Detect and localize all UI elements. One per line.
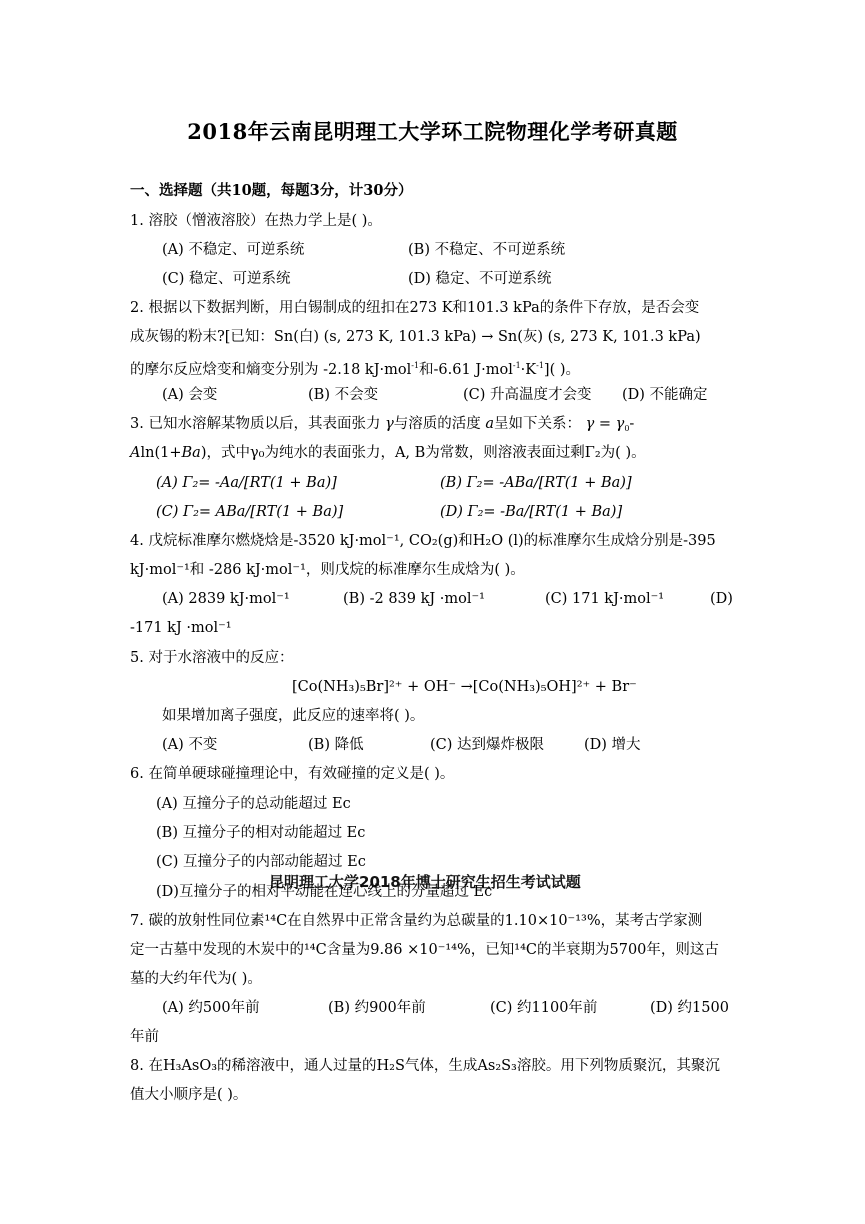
question-2-option-a: (A) 会变 (162, 387, 218, 403)
question-2-enthalpy-text: 的摩尔反应焓变和熵变分别为 -2.18 kJ·mol (130, 362, 412, 378)
question-2-option-d: (D) 不能确定 (622, 387, 708, 403)
question-2-blank: ]( )。 (543, 362, 581, 378)
question-2-option-c: (C) 升高温度才会变 (463, 387, 592, 403)
question-7-line-1: 7. 碳的放射性同位素¹⁴C在自然界中正常含量约为总碳量的1.10×10⁻¹³%，某考古学家测 (130, 913, 703, 929)
question-1-stem: 1. 溶胶（憎液溶胶）在热力学上是( )。 (130, 213, 382, 229)
question-2-line-3: 的摩尔反应焓变和熵变分别为 -2.18 kJ·mol$^{-1}$和-6.61 $J\cdot mol^{-1}\cdot K^{-1}$]( )。 (130, 361, 581, 378)
question-7-option-c: (C) 约1100年前 (490, 1000, 598, 1016)
question-8-line-2: 值大小顺序是( )。 (130, 1087, 248, 1103)
question-4-option-d: (D) (710, 591, 733, 607)
question-6-option-a: (A) 互撞分子的总动能超过 Ec (156, 796, 351, 812)
question-7-option-a: (A) 约500年前 (162, 1000, 260, 1016)
question-2-option-b: (B) 不会变 (308, 387, 379, 403)
question-2-line-1: 2. 根据以下数据判断，用白锡制成的纽扣在273 K和101.3 kPa的条件下存放，是否会变 (130, 300, 700, 316)
question-2-kelvin-text: ·K (520, 362, 537, 378)
question-1-option-b: (B) 不稳定、不可逆系统 (408, 242, 566, 258)
question-5-option-b: (B) 降低 (308, 737, 364, 753)
question-1-option-a: (A) 不稳定、可逆系统 (162, 242, 305, 258)
question-5-option-c: (C) 达到爆炸极限 (430, 737, 545, 753)
question-2-entropy-text: 和-6.61 J·mol (419, 362, 513, 378)
question-7-line-3: 墓的大约年代为( )。 (130, 971, 262, 987)
section-header: 一、选择题（共10题，每题3分，计30分） (130, 182, 413, 199)
question-5-question: 如果增加离子强度，此反应的速率将( )。 (162, 708, 425, 724)
question-2-line-2: 成灰锡的粉末?[已知：Sn(白) (s, 273 K, 101.3 kPa) → Sn(灰) (s, 273 K, 101.3 kPa) (130, 329, 701, 345)
question-4-line-2: kJ·mol⁻¹和 -286 kJ·mol⁻¹，则戊烷的标准摩尔生成焓为( )。 (130, 562, 525, 578)
question-3-option-a: (A) Γ₂= -Aa/[RT(1 + Ba)] (156, 475, 337, 491)
question-1-option-c: (C) 稳定、可逆系统 (162, 271, 291, 287)
watermark-heading: 昆明理工大学2018年博士研究生招生考试试题 (269, 873, 581, 891)
question-4-option-c: (C) 171 kJ·mol⁻¹ (545, 591, 665, 607)
question-7-option-d-cont: 年前 (130, 1029, 159, 1045)
question-3-text-b: 与溶质的活度 (393, 416, 481, 432)
question-3-option-b: (B) Γ₂= -ABa/[RT(1 + Ba)] (440, 475, 632, 491)
question-4-option-a: (A) 2839 kJ·mol⁻¹ (162, 591, 290, 607)
question-4-line-1: 4. 戊烷标准摩尔燃烧焓是-3520 kJ·mol⁻¹, CO₂(g)和H₂O (l)的标准摩尔生成焓分别是-395 (130, 533, 716, 549)
question-5-stem: 5. 对于水溶液中的反应： (130, 650, 294, 666)
question-3-option-c: (C) Γ₂= ABa/[RT(1 + Ba)] (156, 504, 344, 520)
page-title: 2018年云南昆明理工大学环工院物理化学考研真题 (187, 119, 678, 144)
question-3-text-a: 3. 已知水溶解某物质以后，其表面张力 (130, 416, 381, 432)
question-3-line-2: Aln(1+Ba)，式中γ₀为纯水的表面张力，A, B为常数，则溶液表面过剩Γ₂为( )。 (130, 445, 646, 461)
question-7-option-d: (D) 约1500 (650, 1000, 729, 1016)
question-7-line-2: 定一古墓中发现的木炭中的¹⁴C含量为9.86 ×10⁻¹⁴%，已知¹⁴C的半衰期为5700年，则这古 (130, 942, 719, 958)
question-6-option-b: (B) 互撞分子的相对动能超过 Ec (156, 825, 366, 841)
question-1-option-d: (D) 稳定、不可逆系统 (408, 271, 552, 287)
question-6-option-d: (D)互撞分子的相对平动能在连心线上的分量超过 Ec (156, 884, 493, 900)
question-3-text-c: 呈如下关系： (494, 416, 581, 432)
question-5-reaction: [Co(NH₃)₅Br]²⁺ + OH⁻ →[Co(NH₃)₅OH]²⁺ + Br⁻ (292, 679, 637, 695)
question-3-option-d: (D) Γ₂= -Ba/[RT(1 + Ba)] (440, 504, 623, 520)
question-4-option-b: (B) -2 839 kJ ·mol⁻¹ (343, 591, 485, 607)
question-8-line-1: 8. 在H₃AsO₃的稀溶液中，通人过量的H₂S气体，生成As₂S₃溶胶。用下列物质聚沉，其聚沉 (130, 1058, 720, 1074)
question-3-text-d: ，式中γ₀为纯水的表面张力，A, B为常数，则溶液表面过剩Γ₂为( )。 (206, 445, 646, 461)
question-6-stem: 6. 在简单硬球碰撞理论中，有效碰撞的定义是( )。 (130, 766, 455, 782)
question-5-option-d: (D) 增大 (584, 737, 641, 753)
question-7-option-b: (B) 约900年前 (328, 1000, 426, 1016)
question-3-line-1: 3. 已知水溶解某物质以后，其表面张力 γ与溶质的活度 a呈如下关系： $\gamma = \gamma_0-$ (130, 416, 635, 433)
question-4-option-d-value: -171 kJ ·mol⁻¹ (130, 620, 232, 636)
question-6-option-c: (C) 互撞分子的内部动能超过 Ec (156, 854, 366, 870)
question-5-option-a: (A) 不变 (162, 737, 218, 753)
